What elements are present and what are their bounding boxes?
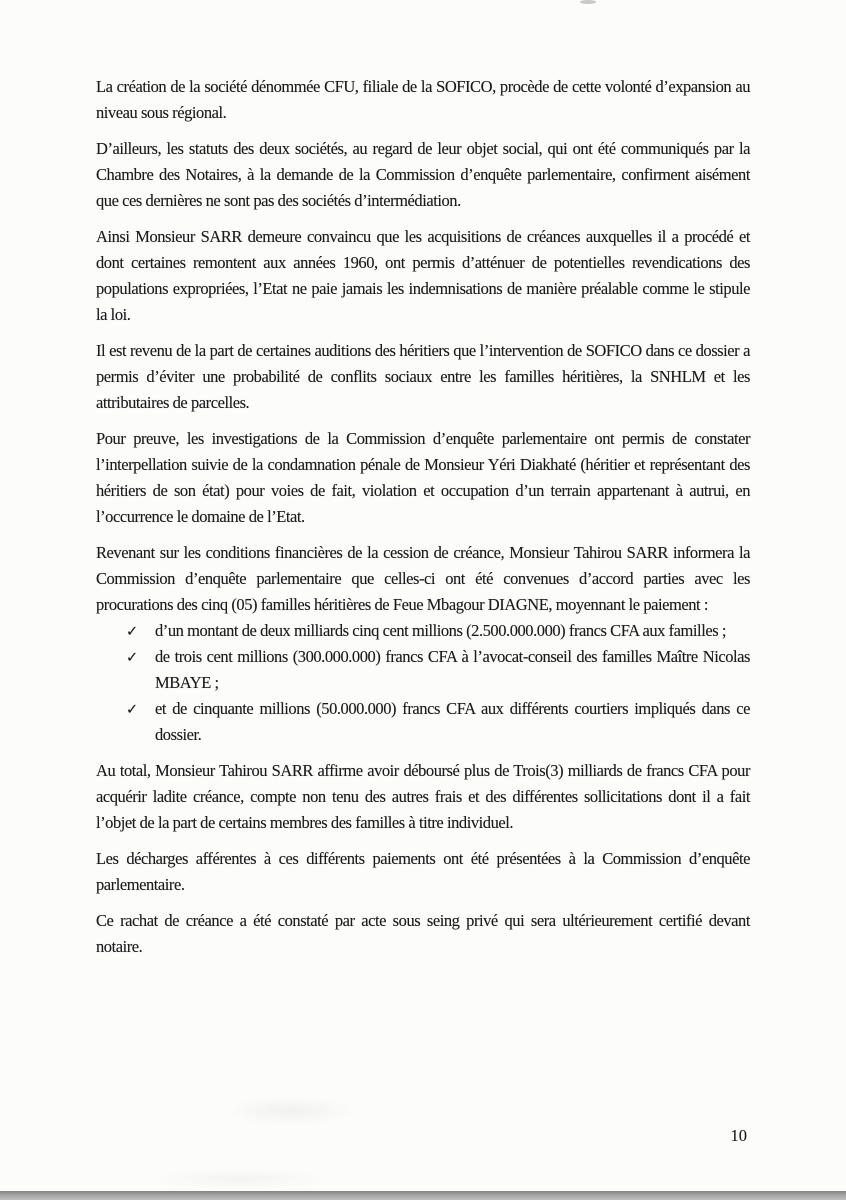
list-item [96, 618, 750, 644]
paragraph-cfu-creation: La création de la société dénommée CFU, filiale de la SOFICO, procède de cette volonté d’expansion au niveau sous régional. [96, 77, 750, 122]
scan-smudge [150, 1168, 330, 1190]
scan-noise-speck [580, 0, 596, 4]
payment-checklist [96, 618, 750, 748]
checkmark-icon: ✓ [126, 702, 139, 718]
scan-edge-shadow [0, 1191, 846, 1200]
list-item [96, 644, 750, 696]
paragraph-rachat-creance: Ce rachat de créance a été constaté par acte sous seing privé qui sera ultérieurement certifié devant notaire. [96, 911, 750, 956]
list-item [96, 696, 750, 748]
paragraph-conditions-financieres: Revenant sur les conditions financières de la cession de créance, Monsieur Tahirou SARR informera la Commission d’enquête parlementaire que celles-ci ont été convenues d’accord parties avec les procurations des cinq (05) familles héritières de Feue Mbagour DIAGNE, moyennant le paiement : [96, 543, 750, 614]
checkmark-icon: ✓ [126, 650, 139, 666]
paragraph-statuts-societes: D’ailleurs, les statuts des deux sociétés, au regard de leur objet social, qui ont été communiqués par la Chambre des Notaires, à la demande de la Commission d’enquête parlementaire, confirment aisément que ces dernières ne sont pas des sociétés d’intermédiation. [96, 139, 750, 210]
paragraph-pour-preuve: Pour preuve, les investigations de la Commission d’enquête parlementaire ont permis de constater l’interpellation suivie de la condamnation pénale de Monsieur Yéri Diakhaté (héritier et représentant des héritiers de son état) pour voies de fait, violation et occupation d’un terrain appartenant à autrui, en l’occurrence le domaine de l’Etat. [96, 429, 750, 526]
checkmark-icon: ✓ [126, 624, 139, 640]
list-item-text: de trois cent millions (300.000.000) francs CFA à l’avocat-conseil des familles Maître Nicolas MBAYE ; [155, 647, 750, 692]
body-text-column [96, 74, 750, 970]
list-item-text: d’un montant de deux milliards cinq cent millions (2.500.000.000) francs CFA aux familles ; [155, 621, 726, 640]
paragraph-auditions-heritiers: Il est revenu de la part de certaines auditions des héritiers que l’intervention de SOFICO dans ce dossier a permis d’éviter une probabilité de conflits sociaux entre les familles héritières, la SNHLM et les attributaires de parcelles. [96, 341, 750, 412]
paragraph-decharges: Les décharges afférentes à ces différents paiements ont été présentées à la Commission d’enquête parlementaire. [96, 849, 750, 894]
paragraph-sarr-convaincu: Ainsi Monsieur SARR demeure convaincu que les acquisitions de créances auxquelles il a procédé et dont certaines remontent aux années 1960, ont permis d’atténuer de potentielles revendications des populations expropriées, l’Etat ne paie jamais les indemnisations de manière préalable comme le stipule la loi. [96, 227, 750, 324]
paragraph-au-total: Au total, Monsieur Tahirou SARR affirme avoir déboursé plus de Trois(3) milliards de francs CFA pour acquérir ladite créance, compte non tenu des autres frais et des différentes sollicitations dont il a fait l’objet de la part de certains membres des familles à titre individuel. [96, 761, 750, 832]
list-item-text: et de cinquante millions (50.000.000) francs CFA aux différents courtiers impliqués dans ce dossier. [155, 699, 750, 744]
scan-smudge [225, 1096, 355, 1126]
page-number: 10 [730, 1126, 747, 1145]
